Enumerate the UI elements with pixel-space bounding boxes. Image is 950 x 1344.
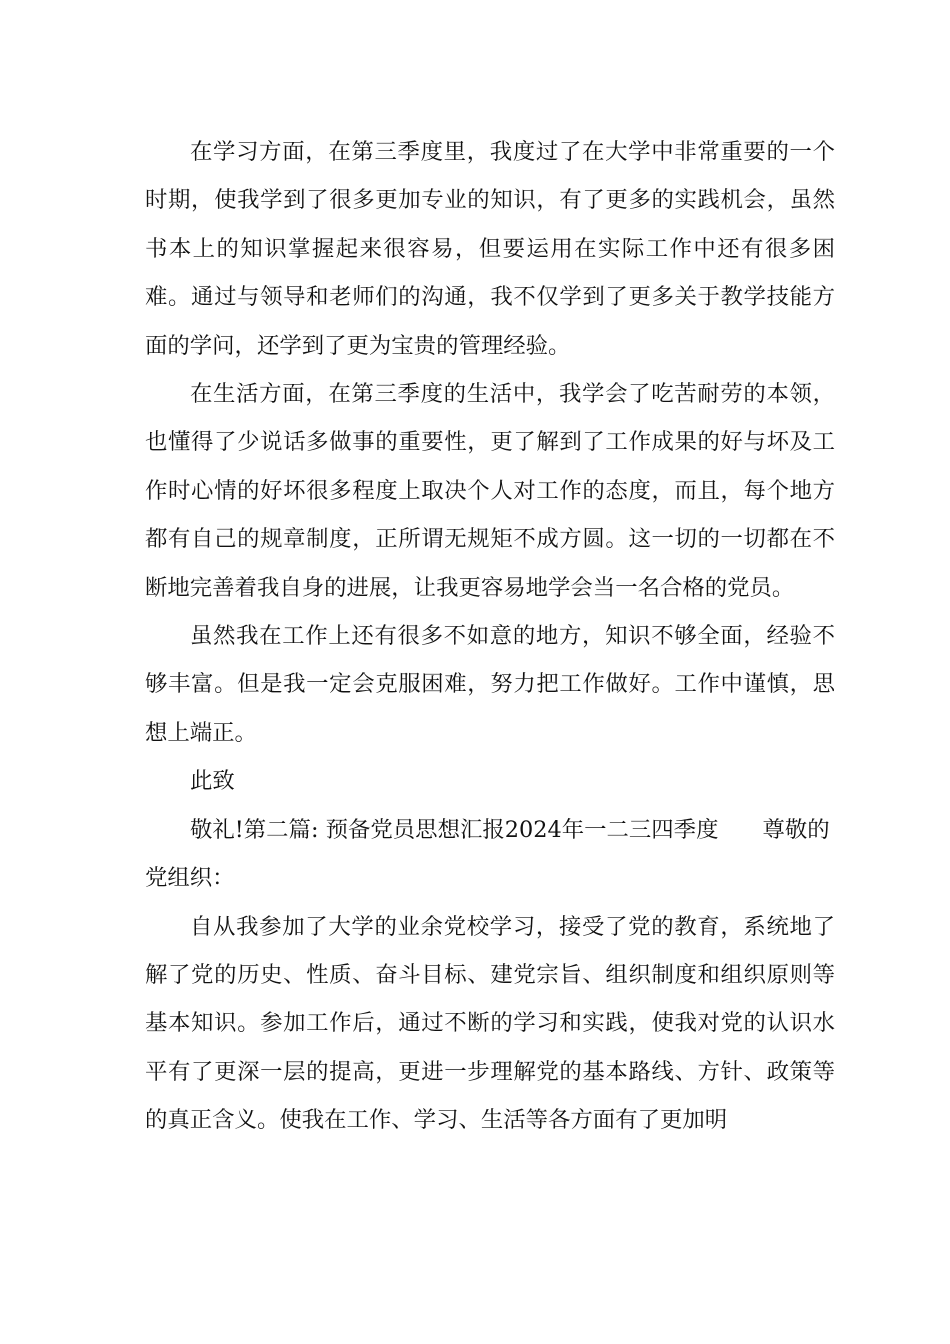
salutation: 尊敬的党组织：	[145, 816, 830, 892]
paragraph-study: 在学习方面，在第三季度里，我度过了在大学中非常重要的一个时期，使我学到了很多更加专业的知识，有了更多的实践机会，虽然书本上的知识掌握起来很容易，但要运用在实际工作中还有很多困难。通过与领导和老师们的沟通，我不仅学到了更多关于教学技能方面的学问，还学到了更为宝贵的管理经验。	[145, 139, 835, 359]
document-body	[145, 128, 835, 1145]
section-title-line	[145, 806, 835, 903]
paragraph-party-school: 自从我参加了大学的业余党校学习，接受了党的教育，系统地了解了党的历史、性质、奋斗目标、建党宗旨、组织制度和组织原则等基本知识。参加工作后，通过不断的学习和实践，使我对党的认识水平有了更深一层的提高，更进一步理解党的基本路线、方针、政策等的真正含义。使我在工作、学习、生活等各方面有了更加明	[145, 913, 835, 1134]
paragraph-life: 在生活方面，在第三季度的生活中，我学会了吃苦耐劳的本领，也懂得了少说话多做事的重要性，更了解到了工作成果的好与坏及工作时心情的好坏很多程度上取决个人对工作的态度，而且，每个地方都有自己的规章制度，正所谓无规矩不成方圆。这一切的一切都在不断地完善着我自身的进展，让我更容易地学会当一名合格的党员。	[145, 381, 835, 601]
paragraph-summary: 虽然我在工作上还有很多不如意的地方，知识不够全面，经验不够丰富。但是我一定会克服困难，努力把工作做好。工作中谨慎，思想上端正。	[145, 623, 835, 746]
closing-line: 此致	[190, 768, 235, 795]
salute-and-title: 敬礼!第二篇: 预备党员思想汇报2024年一二三四季度	[190, 816, 719, 843]
